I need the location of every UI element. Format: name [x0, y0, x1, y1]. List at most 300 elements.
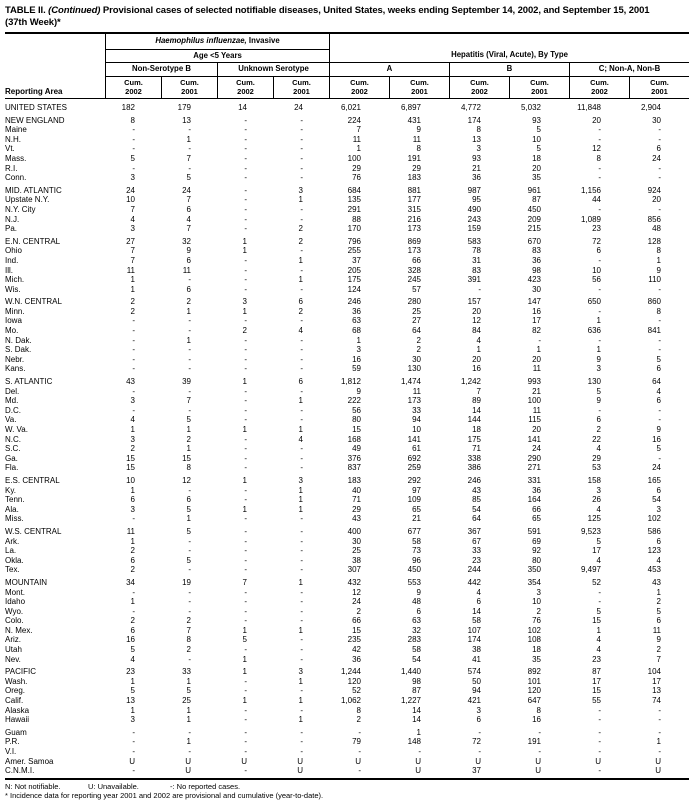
cell-value: -: [188, 345, 191, 355]
cell-value: 6: [298, 297, 303, 307]
table-row: [5, 607, 689, 617]
cell-value: 280: [407, 297, 421, 307]
cell-value: -: [244, 546, 247, 556]
cell-value: 24: [352, 597, 361, 607]
cell-value: 431: [407, 115, 421, 125]
cell-value: 205: [347, 265, 361, 275]
cell-value: 9: [416, 587, 421, 597]
age-under5-subheader: Age <5 Years: [105, 50, 329, 63]
cell-value: U: [185, 756, 191, 766]
cell-value: 58: [412, 536, 421, 546]
cell-value: -: [244, 686, 247, 696]
cell-value: 5: [186, 555, 191, 565]
haemophilus-rest-label: Invasive: [248, 36, 280, 46]
cell-value: 175: [347, 275, 361, 285]
cell-value: 1,440: [400, 667, 421, 677]
table-row: [5, 237, 689, 247]
cell-value: U: [535, 766, 541, 776]
cell-value: 6: [130, 495, 135, 505]
cell-reporting-area: MOUNTAIN: [5, 577, 48, 587]
cell-value: 173: [407, 246, 421, 256]
cell-value: -: [244, 737, 247, 747]
cell-value: -: [300, 364, 303, 374]
cell-value: 9: [416, 125, 421, 135]
cell-value: 6: [596, 415, 601, 425]
cell-value: 2: [416, 345, 421, 355]
cell-value: -: [598, 306, 601, 316]
cell-value: -: [244, 396, 247, 406]
cell-value: 841: [647, 326, 661, 336]
cell-value: -: [132, 766, 135, 776]
cell-value: 11: [652, 625, 661, 635]
cell-value: 10: [592, 265, 601, 275]
cell-value: 10: [126, 195, 135, 205]
cell-value: -: [244, 125, 247, 135]
cell-value: 8: [186, 635, 191, 645]
cell-value: -: [658, 316, 661, 326]
cell-value: 6: [656, 616, 661, 626]
col-header-cum-2001: [509, 77, 569, 98]
cell-value: 17: [592, 676, 601, 686]
cell-value: 1: [130, 284, 135, 294]
cell-value: 148: [407, 737, 421, 747]
cell-value: 177: [407, 195, 421, 205]
haemophilus-italic-label: Haemophilus influenzae,: [155, 36, 247, 46]
cell-value: 8: [130, 115, 135, 125]
cell-value: -: [132, 316, 135, 326]
cell-value: 2: [242, 326, 247, 336]
cell-value: 9: [596, 354, 601, 364]
cell-value: 1: [242, 306, 247, 316]
cell-value: 586: [647, 526, 661, 536]
cell-reporting-area: Maine: [5, 125, 27, 135]
cell-value: -: [244, 485, 247, 495]
cell-value: -: [598, 204, 601, 214]
cell-value: 837: [347, 463, 361, 473]
cell-value: 4: [596, 555, 601, 565]
cell-value: 48: [652, 224, 661, 234]
cell-reporting-area: N. Dak.: [5, 335, 32, 345]
cell-value: 7: [242, 577, 247, 587]
cell-value: 83: [532, 246, 541, 256]
cell-value: 11,848: [577, 103, 601, 112]
cell-value: -: [132, 335, 135, 345]
cell-value: 71: [472, 444, 481, 454]
cell-value: 110: [648, 275, 661, 285]
cell-value: U: [535, 756, 541, 766]
cell-reporting-area: Del.: [5, 386, 20, 396]
cell-value: 3: [536, 587, 541, 597]
cell-value: -: [300, 345, 303, 355]
cell-reporting-area: Conn.: [5, 173, 27, 183]
cell-value: 6: [416, 606, 421, 616]
cell-value: -: [132, 144, 135, 154]
cell-value: 1: [656, 737, 661, 747]
cell-value: -: [244, 316, 247, 326]
cell-value: -: [244, 163, 247, 173]
cell-value: 59: [352, 364, 361, 374]
cell-reporting-area: N.H.: [5, 134, 21, 144]
cum-label: Cum.: [470, 77, 489, 87]
cell-value: 20: [472, 306, 481, 316]
cell-value: 66: [532, 504, 541, 514]
cell-value: U: [129, 756, 135, 766]
table-row: [5, 316, 689, 326]
cell-reporting-area: Guam: [5, 727, 27, 737]
cell-value: 1: [298, 485, 303, 495]
cell-value: 98: [532, 265, 541, 275]
cell-value: -: [300, 686, 303, 696]
cell-value: -: [300, 737, 303, 747]
cell-value: 12: [182, 475, 191, 485]
cell-value: 3: [298, 667, 303, 677]
cell-value: -: [300, 747, 303, 756]
cell-value: 20: [472, 354, 481, 364]
cell-value: -: [658, 405, 661, 415]
table-row: [5, 297, 689, 307]
cell-reporting-area: Upstate N.Y.: [5, 195, 50, 205]
table-row: [5, 345, 689, 355]
cell-value: -: [300, 555, 303, 565]
cell-value: -: [244, 224, 247, 234]
cell-value: -: [300, 386, 303, 396]
table-row: [5, 144, 689, 154]
cell-value: 1: [186, 425, 191, 434]
cell-value: 2: [130, 616, 135, 626]
cell-reporting-area: N.Y. City: [5, 204, 36, 214]
table-row: [5, 463, 689, 473]
cell-value: 1: [656, 255, 661, 265]
cell-value: 94: [472, 686, 481, 696]
cell-value: 5: [186, 415, 191, 425]
cell-value: -: [132, 737, 135, 747]
cell-value: 2,904: [640, 103, 661, 112]
cell-value: 432: [347, 577, 361, 587]
title-week: (37th Week)*: [5, 16, 61, 28]
cell-value: 6: [476, 715, 481, 725]
cell-value: 76: [532, 616, 541, 626]
cell-value: 1: [298, 696, 303, 706]
cell-value: -: [244, 526, 247, 536]
cell-value: 173: [407, 396, 421, 406]
group-hepatitis-a: A: [329, 63, 449, 77]
title-continued: (Continued): [48, 5, 101, 16]
title-table-label: TABLE II.: [5, 5, 46, 16]
cell-value: 924: [647, 185, 661, 195]
cell-value: -: [244, 415, 247, 425]
cell-value: -: [244, 606, 247, 616]
cell-value: 869: [407, 236, 421, 246]
cell-reporting-area: N.J.: [5, 214, 20, 224]
table-row: [5, 215, 689, 225]
cell-value: -: [658, 125, 661, 135]
cell-value: 2: [130, 565, 135, 575]
cell-value: 1: [186, 705, 191, 715]
cell-value: 6: [298, 377, 303, 387]
cell-value: 63: [352, 316, 361, 326]
cell-value: 1: [298, 396, 303, 406]
cell-value: -: [300, 144, 303, 154]
cell-value: 66: [412, 255, 421, 265]
cum-label: Cum.: [590, 77, 609, 87]
cell-value: 53: [592, 463, 601, 473]
cell-value: 124: [347, 284, 361, 294]
cell-value: 4: [596, 645, 601, 655]
table-row: [5, 757, 689, 767]
cell-value: 291: [347, 204, 361, 214]
cell-value: -: [478, 727, 481, 737]
reporting-area-label: Reporting Area: [5, 87, 63, 96]
cell-value: 376: [347, 453, 361, 463]
table-row: [5, 103, 689, 113]
table-row: [5, 588, 689, 598]
cell-value: 2: [416, 335, 421, 345]
cell-value: 15: [352, 425, 361, 434]
cell-value: -: [132, 134, 135, 144]
cell-value: 17: [532, 316, 541, 326]
footnotes: [5, 782, 689, 801]
cell-value: 87: [412, 686, 421, 696]
cell-value: 20: [532, 354, 541, 364]
cell-value: -: [188, 565, 191, 575]
cell-value: 290: [527, 453, 541, 463]
cell-value: 650: [587, 297, 601, 307]
table-row: [5, 766, 689, 776]
group-hepatitis-c-nonA-nonB: C; Non-A, Non-B: [569, 63, 689, 77]
cell-value: 73: [412, 546, 421, 556]
cell-value: 1: [356, 144, 361, 154]
table-row: [5, 578, 689, 588]
cell-value: 109: [407, 495, 421, 505]
cell-reporting-area: Vt.: [5, 144, 15, 154]
cell-value: -: [658, 453, 661, 463]
footnote-legend: [5, 782, 689, 792]
cell-value: -: [132, 727, 135, 737]
cell-value: 104: [647, 667, 661, 677]
cell-value: -: [244, 364, 247, 374]
cell-value: 2: [130, 444, 135, 454]
cell-value: 15: [126, 463, 135, 473]
cell-value: -: [478, 747, 481, 756]
cell-value: 6: [656, 536, 661, 546]
cell-value: 115: [528, 415, 541, 425]
cell-value: 259: [407, 463, 421, 473]
cell-value: -: [478, 284, 481, 294]
cell-value: 165: [647, 475, 661, 485]
cell-value: 209: [527, 214, 541, 224]
cell-value: -: [188, 654, 191, 664]
cell-value: 29: [352, 163, 361, 173]
cell-value: -: [300, 284, 303, 294]
cell-value: 1: [242, 236, 247, 246]
cell-value: 7: [130, 204, 135, 214]
cell-value: -: [244, 616, 247, 626]
table-row: [5, 635, 689, 645]
table-row: [5, 616, 689, 626]
group-hepatitis-b: B: [449, 63, 569, 77]
year-label: 2002: [591, 86, 608, 96]
cell-value: 3: [130, 396, 135, 406]
cell-value: 94: [412, 415, 421, 425]
table-row: [5, 626, 689, 636]
cell-value: -: [244, 255, 247, 265]
cell-value: U: [185, 766, 191, 776]
cell-value: 10: [532, 134, 541, 144]
cell-value: 3: [130, 224, 135, 234]
col-header-cum-2001: [389, 77, 449, 98]
cell-value: -: [188, 316, 191, 326]
cell-value: 120: [527, 686, 541, 696]
cell-value: 6: [656, 364, 661, 374]
cell-value: 1: [298, 676, 303, 686]
cell-value: -: [300, 616, 303, 626]
table-row: [5, 454, 689, 464]
cell-value: 1: [536, 345, 541, 355]
cell-value: 17: [652, 676, 661, 686]
cell-value: 1: [416, 727, 421, 737]
cell-value: 27: [126, 236, 135, 246]
cell-value: 20: [592, 115, 601, 125]
cell-reporting-area: N. Mex.: [5, 625, 33, 635]
cell-value: 3: [656, 504, 661, 514]
cell-value: 21: [472, 163, 481, 173]
cell-value: 1: [130, 676, 135, 686]
cell-value: 12: [592, 144, 601, 154]
table-row: [5, 425, 689, 435]
table-row: [5, 195, 689, 205]
cell-reporting-area: Va.: [5, 415, 17, 425]
cell-value: 41: [472, 654, 481, 664]
cell-value: 5: [536, 144, 541, 154]
cell-value: 2: [186, 297, 191, 307]
cell-value: 20: [532, 163, 541, 173]
cell-reporting-area: Md.: [5, 396, 19, 406]
cell-value: 68: [352, 326, 361, 336]
table-row: [5, 406, 689, 416]
cell-value: 144: [467, 415, 481, 425]
cell-value: 1: [186, 444, 191, 454]
cell-value: -: [300, 587, 303, 597]
cell-value: -: [300, 565, 303, 575]
cell-value: 24: [182, 185, 191, 195]
cell-value: -: [300, 173, 303, 183]
cell-reporting-area: P.R.: [5, 737, 20, 747]
cell-value: 5: [186, 173, 191, 183]
cell-value: 23: [592, 224, 601, 234]
table-row: [5, 377, 689, 387]
cell-value: 23: [126, 667, 135, 677]
table-row: [5, 173, 689, 183]
year-label: 2001: [411, 86, 428, 96]
cell-value: -: [598, 597, 601, 607]
cell-value: 36: [532, 255, 541, 265]
cell-value: 2: [356, 606, 361, 616]
cell-value: -: [188, 587, 191, 597]
cell-reporting-area: Colo.: [5, 616, 24, 626]
cell-value: -: [358, 766, 361, 776]
cell-value: 13: [472, 134, 481, 144]
cell-value: 27: [412, 316, 421, 326]
cell-value: 7: [186, 396, 191, 406]
cell-value: -: [132, 163, 135, 173]
cell-value: 89: [472, 396, 481, 406]
cell-value: U: [415, 756, 421, 766]
cell-value: 13: [182, 115, 191, 125]
cell-value: 4: [596, 504, 601, 514]
table-row: [5, 125, 689, 135]
cell-value: 9: [656, 635, 661, 645]
year-label: 2001: [181, 86, 198, 96]
cell-value: 2: [536, 606, 541, 616]
cell-value: 1: [596, 316, 601, 326]
cell-value: -: [188, 747, 191, 756]
cell-value: 2: [130, 297, 135, 307]
cell-reporting-area: Ark.: [5, 536, 20, 546]
cell-value: 1: [186, 134, 191, 144]
cell-value: 6: [130, 555, 135, 565]
cell-value: 2: [298, 224, 303, 234]
cell-value: 29: [592, 453, 601, 463]
year-label: 2001: [293, 86, 310, 96]
cell-value: 1: [298, 715, 303, 725]
cell-value: 87: [592, 667, 601, 677]
cell-value: 92: [532, 546, 541, 556]
cell-value: 1,062: [340, 696, 361, 706]
cell-value: 4: [656, 386, 661, 396]
table-row: [5, 266, 689, 276]
cell-value: 8: [356, 705, 361, 715]
reporting-area-header: [5, 34, 105, 98]
cell-value: 6: [130, 625, 135, 635]
cell-value: 96: [412, 555, 421, 565]
cell-value: -: [244, 676, 247, 686]
cell-value: 108: [527, 635, 541, 645]
cell-value: 2: [298, 236, 303, 246]
cell-value: 31: [472, 255, 481, 265]
table-row: [5, 565, 689, 575]
cell-value: -: [300, 204, 303, 214]
cell-value: -: [598, 125, 601, 135]
table-row: [5, 715, 689, 725]
cell-value: 1: [298, 577, 303, 587]
cell-value: -: [598, 163, 601, 173]
table-row: [5, 696, 689, 706]
cell-value: 860: [647, 297, 661, 307]
table-row: [5, 514, 689, 524]
cell-value: 1: [298, 255, 303, 265]
cell-value: 100: [347, 153, 361, 163]
cell-value: 15: [592, 616, 601, 626]
cell-value: U: [475, 756, 481, 766]
cell-value: 14: [412, 715, 421, 725]
cell-value: 23: [592, 654, 601, 664]
cell-value: 684: [347, 185, 361, 195]
cell-value: -: [244, 204, 247, 214]
hepatitis-group-header: Hepatitis (Viral, Acute), By Type: [329, 34, 689, 63]
cell-value: 191: [407, 153, 421, 163]
cell-reporting-area: Ky.: [5, 485, 16, 495]
cell-value: 1: [298, 495, 303, 505]
cell-value: -: [598, 727, 601, 737]
cell-value: 1,089: [580, 214, 601, 224]
cell-value: 4: [596, 635, 601, 645]
cell-reporting-area: Hawaii: [5, 715, 30, 725]
cell-reporting-area: UNITED STATES: [5, 103, 67, 112]
cell-value: 2: [130, 306, 135, 316]
cell-value: 1: [130, 275, 135, 285]
table-row: [5, 645, 689, 655]
cell-value: 1,812: [340, 377, 361, 387]
